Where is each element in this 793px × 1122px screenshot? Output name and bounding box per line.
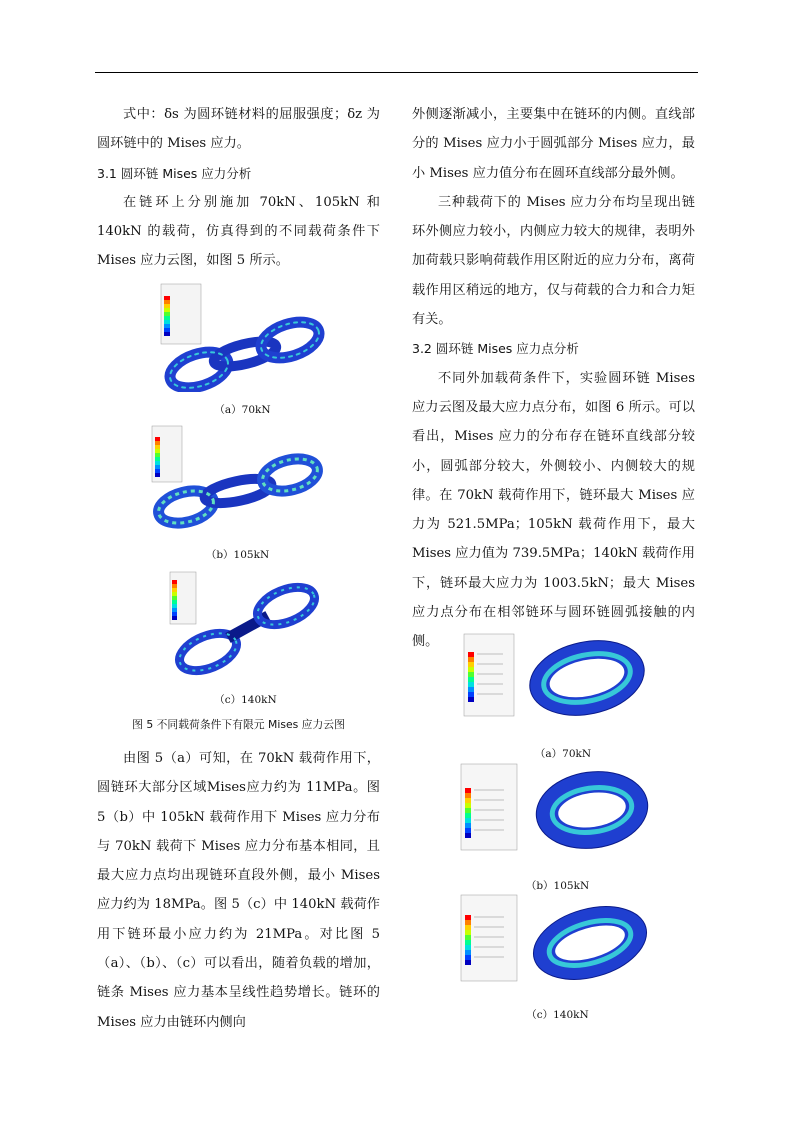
header-rule — [95, 72, 698, 73]
section-heading-3-1: 3.1 圆环链 Mises 应力分析 — [97, 165, 252, 181]
para-point: 不同外加载荷条件下，实验圆环链 Mises 应力云图及最大应力点分布，如图 6 所示。可以看出，Mises 应力的分布存在链环直线部分较小，圆弧部分较大，外侧较小、内侧较大的规律。在 70kN 载荷作用下，链环最大 Mises 应力为 521.5MPa；105kN 载荷作用下，最大 Mises 应力值为 739.5MPa；140kN 载荷作用下，链环最大应力为 1003.5kN；最大 Mises 应力点分布在相邻链环与圆环链圆弧接触的内侧。 — [412, 370, 695, 650]
fig5-a — [155, 282, 330, 418]
para-analysis: 由图 5（a）可知，在 70kN 载荷作用下，圆链环大部分区域Mises应力约为 11MPa。图 5（b）中 105kN 载荷作用下 Mises 应力分布与 70kN 载荷下 Mises 应力分布基本相同，且最大应力点均出现链环直段外侧，最小 Mises 应力约为 18MPa。图 5（c）中 140kN 载荷作用下链环最小应力约为 21MPa。对比图 5（a）、（b）、（c）可以看出，随着负载的增加，链条 Mises 应力基本呈线性趋势增长。链环的 Mises 应力由链环内侧向 — [97, 751, 380, 1030]
fig6-c — [460, 893, 655, 1023]
caption-5a: （a）70kN — [214, 404, 271, 416]
link-70kN-image — [463, 632, 663, 728]
para-intro: 式中：δs 为圆环链材料的屈服强度；δz 为圆环链中的 Mises 应力。 — [97, 107, 380, 152]
link-105kN-image — [460, 762, 655, 858]
caption-5c: （c）140kN — [214, 694, 277, 706]
chain-140kN-image — [168, 570, 323, 680]
caption-5b: （b）105kN — [205, 549, 270, 561]
legend-bar — [164, 296, 170, 336]
caption-6a: （a）70kN — [534, 748, 592, 760]
right-column — [412, 100, 695, 657]
fig6-a — [463, 632, 663, 762]
fig5-caption: 图 5 不同载荷条件下有限元 Mises 应力云图 — [132, 718, 345, 731]
fig5-c — [168, 570, 323, 708]
fig5-b — [150, 425, 325, 563]
link-140kN-image — [460, 893, 655, 989]
fig6-b — [460, 762, 655, 894]
left-column-lower — [97, 744, 380, 1037]
para-continued: 外侧逐渐减小，主要集中在链环的内侧。直线部分的 Mises 应力小于圆弧部分 Mises 应力，最小 Mises 应力值分布在圆环直线部分最外侧。 — [412, 107, 695, 181]
section-heading-3-2: 3.2 圆环链 Mises 应力点分析 — [412, 341, 579, 357]
chain-105kN-image — [150, 425, 325, 535]
chain-70kN-image — [155, 282, 330, 392]
para-load: 在链环上分别施加 70kN、105kN 和 140kN 的载荷，仿真得到的不同载荷条件下 Mises 应力云图，如图 5 所示。 — [97, 194, 380, 269]
caption-6b: （b）105kN — [525, 880, 590, 892]
left-column — [97, 100, 380, 276]
para-rule: 三种载荷下的 Mises 应力分布均呈现出链环外侧应力较小，内侧应力较大的规律，表明外加荷载只影响荷载作用区附近的应力分布，离荷载作用区稍远的地方，仅与荷载的合力和合力矩有关。 — [412, 194, 695, 328]
caption-6c: （c）140kN — [526, 1009, 589, 1021]
